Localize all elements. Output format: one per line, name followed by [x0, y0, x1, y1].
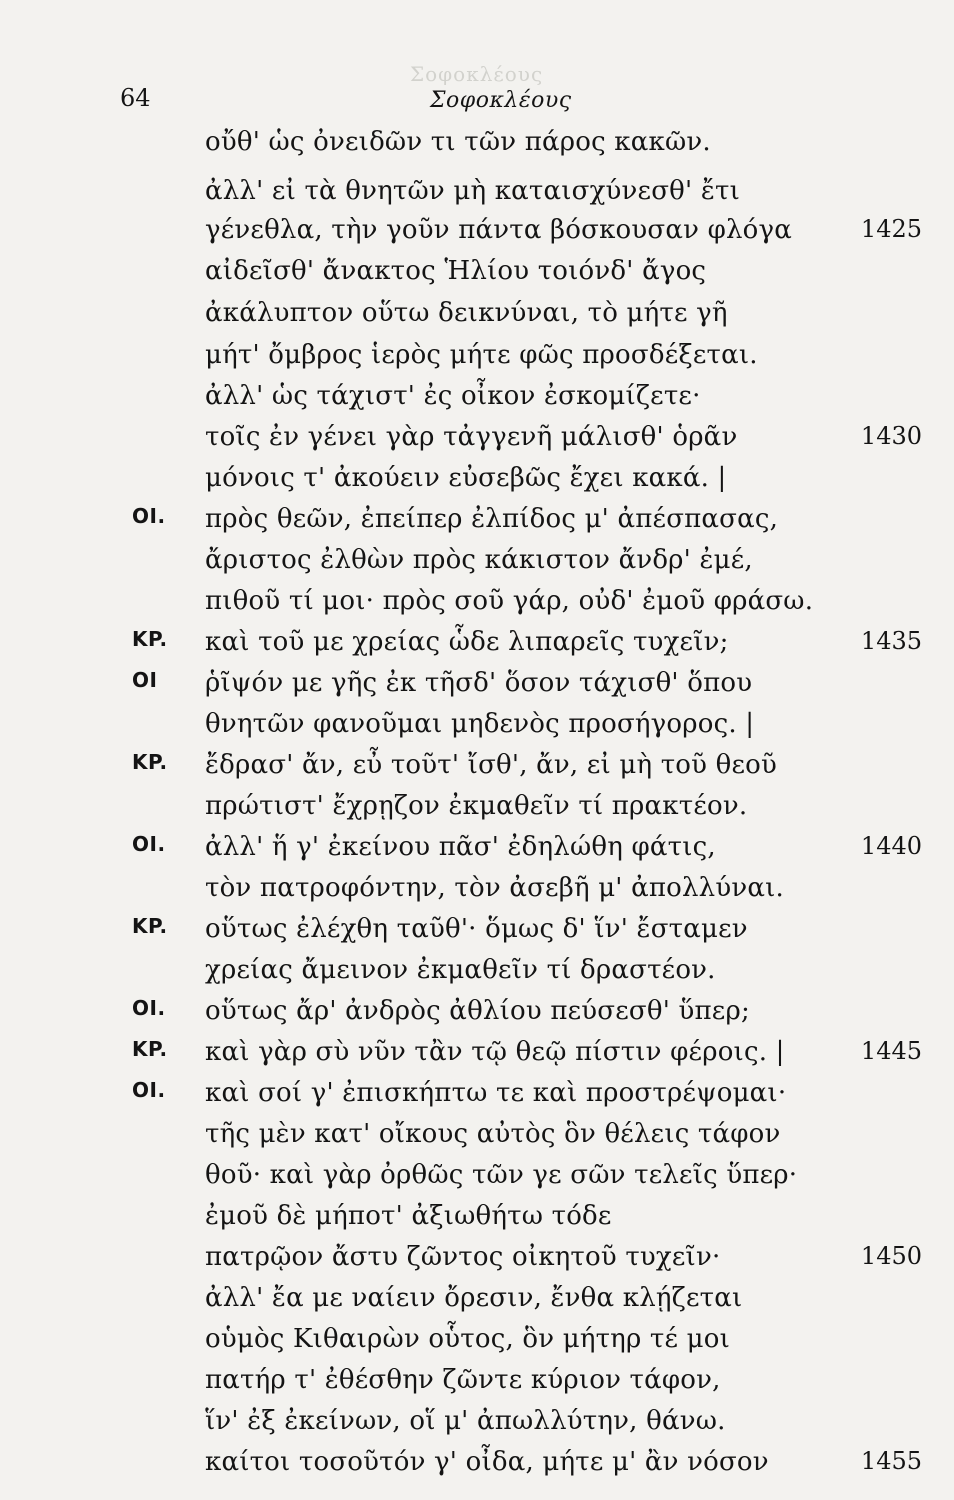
speaker-label: KP.: [132, 627, 168, 651]
verse-line: [0, 791, 954, 831]
verse-text: ἀλλ' ἔα με ναίειν ὄρεσιν, ἔνθα κλῄζεται: [205, 1283, 743, 1313]
verse-line: [0, 422, 954, 462]
speaker-label: OI.: [132, 1078, 166, 1102]
running-head: Σοφοκλέους: [430, 88, 572, 113]
verse-line: [0, 256, 954, 296]
verse-line: [0, 504, 954, 544]
line-number: 1425: [860, 215, 922, 243]
speaker-label: KP.: [132, 914, 168, 938]
verse-text: καίτοι τοσοῦτόν γ' οἶδα, μήτε μ' ἂν νόσον: [205, 1447, 769, 1477]
verse-text: τοῖς ἐν γένει γὰρ τἀγγενῆ μάλισθ' ὁρᾶν: [205, 422, 738, 452]
verse-text: μήτ' ὄμβρος ἱερὸς μήτε φῶς προσδέξεται.: [205, 340, 758, 370]
verse-text: πιθοῦ τί μοι· πρὸς σοῦ γάρ, οὐδ' ἐμοῦ φράσω.: [205, 586, 814, 616]
verse-line: [0, 545, 954, 585]
line-number: 1440: [860, 832, 922, 860]
verse-line: [0, 627, 954, 667]
verse-line: [0, 750, 954, 790]
speaker-label: OI: [132, 668, 158, 692]
verse-line: [0, 1365, 954, 1405]
verse-line: [0, 996, 954, 1036]
verse-text: ἵν' ἐξ ἐκείνων, οἵ μ' ἀπωλλύτην, θάνω.: [205, 1406, 726, 1436]
verse-text: ἔδρασ' ἄν, εὖ τοῦτ' ἴσθ', ἄν, εἰ μὴ τοῦ θεοῦ: [205, 750, 778, 780]
page-number: 64: [120, 84, 151, 112]
verse-text: οὑμὸς Κιθαιρὼν οὗτος, ὃν μήτηρ τέ μοι: [205, 1324, 730, 1354]
line-number: 1430: [860, 422, 922, 450]
speaker-label: KP.: [132, 750, 168, 774]
verse-line: [0, 1119, 954, 1159]
verse-text: αἰδεῖσθ' ἄνακτος Ἡλίου τοιόνδ' ἄγος: [205, 256, 707, 286]
verse-text: καὶ σοί γ' ἐπισκήπτω τε καὶ προστρέψομαι·: [205, 1078, 787, 1108]
verse-line: [0, 709, 954, 749]
verse-text: τῆς μὲν κατ' οἴκους αὐτὸς ὃν θέλεις τάφον: [205, 1119, 781, 1149]
verse-line: [0, 1037, 954, 1077]
verse-line: [0, 914, 954, 954]
line-number: 1435: [860, 627, 922, 655]
verse-text: οὔθ' ὡς ὀνειδῶν τι τῶν πάρος κακῶν.: [205, 127, 711, 157]
verse-text: θνητῶν φανοῦμαι μηδενὸς προσήγορος. |: [205, 709, 755, 739]
verse-text: καὶ γὰρ σὺ νῦν τἂν τῷ θεῷ πίστιν φέροις. |: [205, 1037, 785, 1067]
line-number: 1455: [860, 1447, 922, 1475]
line-number: 1445: [860, 1037, 922, 1065]
verse-text: οὕτως ἄρ' ἀνδρὸς ἀθλίου πεύσεσθ' ὕπερ;: [205, 996, 750, 1026]
verse-line: [0, 955, 954, 995]
verse-text: θοῦ· καὶ γὰρ ὀρθῶς τῶν γε σῶν τελεῖς ὕπερ·: [205, 1160, 798, 1190]
speaker-label: OI.: [132, 504, 166, 528]
verse-text: ἀλλ' ἥ γ' ἐκείνου πᾶσ' ἐδηλώθη φάτις,: [205, 832, 716, 862]
verse-text: μόνοις τ' ἀκούειν εὐσεβῶς ἔχει κακά. |: [205, 463, 727, 493]
verse-line: [0, 215, 954, 255]
verse-text: ἀλλ' εἰ τὰ θνητῶν μὴ καταισχύνεσθ' ἔτι: [205, 176, 740, 206]
verse-line: [0, 1078, 954, 1118]
verse-line: [0, 463, 954, 503]
verse-line: [0, 1283, 954, 1323]
bleed-through-text: Σοφοκλέους: [410, 62, 544, 86]
line-number: 1450: [860, 1242, 922, 1270]
verse-text: πρὸς θεῶν, ἐπείπερ ἐλπίδος μ' ἀπέσπασας,: [205, 504, 779, 534]
verse-text: οὕτως ἐλέχθη ταῦθ'· ὅμως δ' ἵν' ἔσταμεν: [205, 914, 748, 944]
verse-line: [0, 1201, 954, 1241]
verse-text: γένεθλα, τὴν γοῦν πάντα βόσκουσαν φλόγα: [205, 215, 793, 245]
verse-line: [0, 1242, 954, 1282]
verse-text: χρείας ἄμεινον ἐκμαθεῖν τί δραστέον.: [205, 955, 716, 985]
verse-text: ἄριστος ἐλθὼν πρὸς κάκιστον ἄνδρ' ἐμέ,: [205, 545, 753, 575]
verse-line: [0, 668, 954, 708]
verse-line: [0, 381, 954, 421]
verse-line: [0, 832, 954, 872]
verse-text: πατρῷον ἄστυ ζῶντος οἰκητοῦ τυχεῖν·: [205, 1242, 721, 1272]
verse-text: τὸν πατροφόντην, τὸν ἀσεβῆ μ' ἀπολλύναι.: [205, 873, 784, 903]
verse-text: πρώτιστ' ἔχρῃζον ἐκμαθεῖν τί πρακτέον.: [205, 791, 748, 821]
verse-line: [0, 340, 954, 380]
verse-line: [0, 127, 954, 167]
verse-line: [0, 1406, 954, 1446]
verse-line: [0, 1160, 954, 1200]
speaker-label: OI.: [132, 996, 166, 1020]
verse-line: [0, 1324, 954, 1364]
speaker-label: KP.: [132, 1037, 168, 1061]
verse-text: ἀκάλυπτον οὕτω δεικνύναι, τὸ μήτε γῆ: [205, 298, 728, 328]
verse-text: πατήρ τ' ἐθέσθην ζῶντε κύριον τάφον,: [205, 1365, 721, 1395]
verse-line: [0, 873, 954, 913]
verse-text: ἀλλ' ὡς τάχιστ' ἐς οἶκον ἐσκομίζετε·: [205, 381, 701, 411]
verse-text: καὶ τοῦ με χρείας ὧδε λιπαρεῖς τυχεῖν;: [205, 627, 729, 657]
speaker-label: OI.: [132, 832, 166, 856]
verse-text: ἐμοῦ δὲ μήποτ' ἀξιωθήτω τόδε: [205, 1201, 612, 1231]
verse-line: [0, 586, 954, 626]
verse-text: ῥῖψόν με γῆς ἐκ τῆσδ' ὅσον τάχισθ' ὅπου: [205, 668, 753, 698]
verse-line: [0, 1447, 954, 1487]
verse-line: [0, 298, 954, 338]
verse-line: [0, 176, 954, 216]
